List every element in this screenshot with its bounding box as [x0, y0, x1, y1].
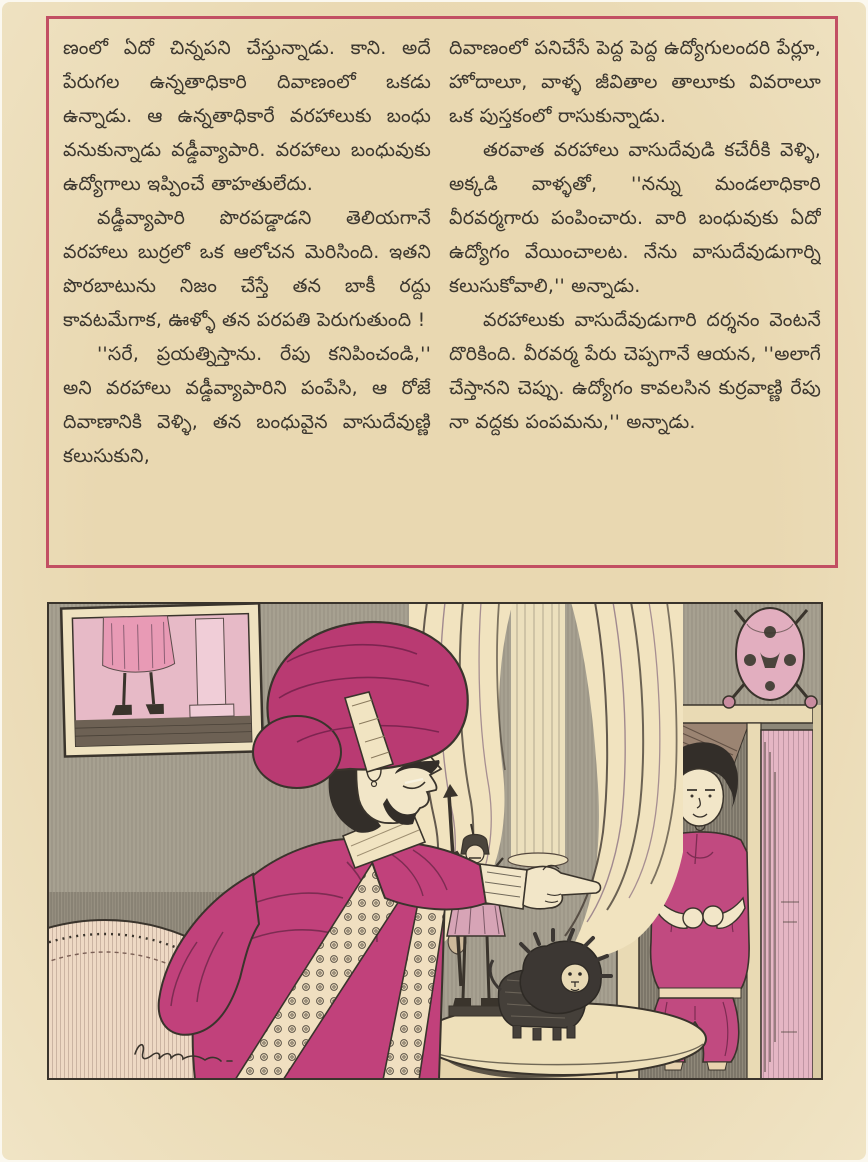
story-paragraph: వరహాలుకు వాసుదేవుడుగారి దర్శనం వెంటనే దొరికింది. వీరవర్మ పేరు చెప్పగానే ఆయన, ''అలాగే చేస్తానని చెప్పు. ఉద్యోగం కావలసిన కుర్రవాణ్ణి రేపు నా వద్దకు పంపమను,'' అన్నాడు.: [449, 309, 821, 433]
story-paragraph: ణంలో ఏదో చిన్నపని చేస్తున్నాడు. కాని. అదే పేరుగల ఉన్నతాధికారి దివాణంలో ఒకడు ఉన్నాడు. ఆ ఉన్నతాధికారే వరహాలుకు బంధు వనుకున్నాడు వడ్డీవ్యాపారి. వరహాలు బంధువుకు ఉద్యోగాలు ఇప్పించే తాహతులేదు.: [63, 37, 431, 195]
young-man-fist: [683, 908, 703, 928]
framed-picture: [61, 603, 263, 756]
story-text-panel: [46, 16, 838, 568]
story-paragraph: ''సరే, ప్రయత్నిస్తాను. రేపు కనిపించండి,'' అని వరహాలు వడ్డీవ్యాపారిని పంపేసి, ఆ రోజే దివాణానికి వెళ్ళి, తన బంధువైన వాసుదేవుణ్ణి కలుసుకుని,: [63, 343, 431, 467]
story-illustration: [47, 602, 823, 1080]
door-right-jamb: [747, 723, 761, 1080]
story-paragraph: దివాణంలో పనిచేసే పెద్ద పెద్ద ఉద్యోగులందరి పేర్లూ, హోదాలూ, వాళ్ళ జీవితాల తాలూకు వివరాలూ ఒక పుస్తకంలో రాసుకున్నాడు.: [449, 37, 821, 127]
text-column-left: [63, 31, 431, 547]
young-man-fist: [703, 906, 723, 926]
scanned-storybook-page: [2, 2, 866, 1160]
inner-pink-door: [761, 730, 813, 1080]
pillar: [508, 602, 568, 867]
story-paragraph: తరవాత వరహాలు వాసుదేవుడి కచేరీకి వెళ్ళి, అక్కడి వాళ్ళతో, ''నన్ను మండలాధికారి వీరవర్మగారు పంపించారు. వారి బంధువుకు ఏదో ఉద్యోగం వేయించాలట. నేను వాసుదేవుడుగార్ని కలుసుకోవాలి,'' అన్నాడు.: [449, 139, 821, 297]
story-paragraph: వడ్డీవ్యాపారి పొరపడ్డాడని తెలియగానే వరహాలు బుర్రలో ఒక ఆలోచన మెరిసింది. ఇతని పొరబాటును నిజం చేస్తే తన బాకీ రద్దు కావటమేగాక, ఊళ్ళో తన పరపతి పెరుగుతుంది !: [63, 207, 431, 331]
text-column-right: [449, 31, 821, 547]
